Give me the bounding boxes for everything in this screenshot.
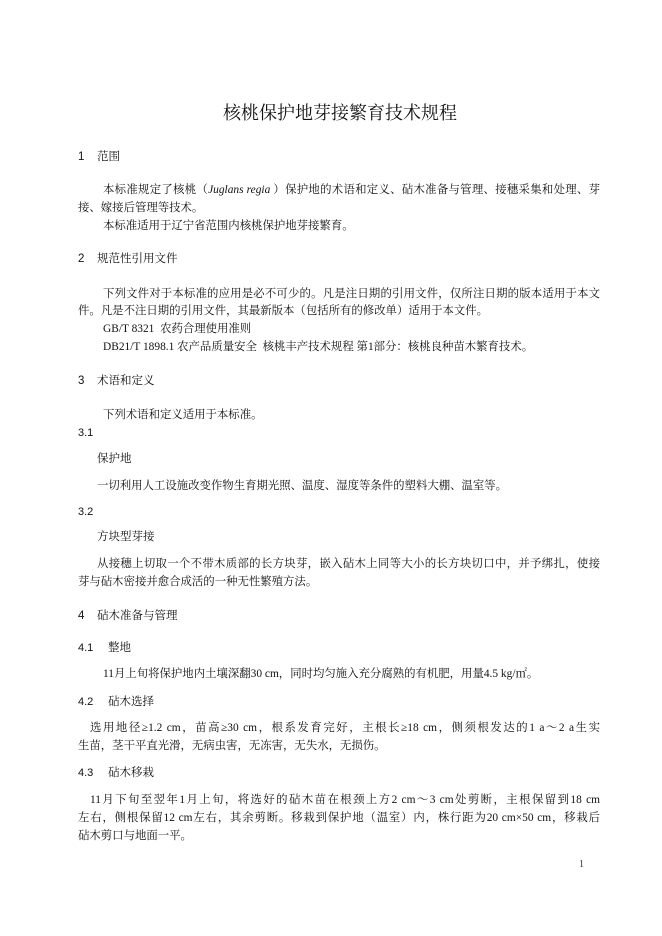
subsection-heading: 砧木选择: [108, 696, 154, 708]
subsection-text-line: 11月上旬将保护地内土壤深翻30 cm，同时均匀施入充分腐熟的有机肥，用量4.5 kg/㎡。: [103, 668, 539, 680]
section-number: 4: [78, 610, 85, 622]
section-number: 1: [78, 151, 85, 163]
page-number: 1: [579, 859, 584, 870]
subsection-number: 4.1: [78, 642, 94, 654]
subsection-text-line: 砧木剪口与地面一平。: [78, 830, 192, 842]
term-number: 3.2: [78, 506, 94, 518]
document-title: 核桃保护地芽接繁育技术规程: [223, 103, 457, 123]
reference-item: DB21/T 1898.1 农产品质量安全 核桃丰产技术规程 第1部分：核桃良种苗木繁育技术。: [103, 341, 534, 353]
section-heading: 砧木准备与管理: [97, 610, 178, 622]
references-text-line: 下列文件对于本标准的应用是必不可少的。凡是注日期的引用文件，仅所注日期的版本适用于本文: [103, 288, 600, 300]
term-name: 方块型芽接: [97, 531, 155, 543]
term-definition-line: 芽与砧木密接并愈合成活的一种无性繁殖方法。: [78, 576, 318, 588]
subsection-text-line: 生苗，茎干平直光滑，无病虫害，无冻害，无失水，无损伤。: [78, 740, 386, 752]
subsection-heading: 整地: [108, 642, 131, 654]
term-definition-line: 从接穗上切取一个不带木质部的长方块芽，嵌入砧木上同等大小的长方块切口中，并予绑扎，使接: [97, 558, 600, 570]
section-heading: 范围: [97, 151, 120, 163]
subsection-text-line: 11月下旬至翌年1月上旬，将选好的砧木苗在根颈上方2 cm～3 cm处剪断，主根保留到18 cm: [90, 794, 600, 806]
references-text-line: 件。凡是不注日期的引用文件，其最新版本（包括所有的修改单）适用于本文件。: [78, 305, 489, 317]
term-number: 3.1: [78, 427, 94, 439]
subsection-text-line: 选用地径≥1.2 cm，苗高≥30 cm，根系发育完好，主根长≥18 cm，侧须根发达的1 a～2 a生实: [90, 722, 600, 734]
section-number: 2: [78, 253, 85, 265]
subsection-number: 4.3: [78, 767, 94, 779]
scope-text-line: [103, 182, 600, 198]
term-name: 保护地: [97, 453, 132, 465]
subsection-heading: 砧木移栽: [108, 767, 154, 779]
subsection-text-line: 左右，侧根保留12 cm左右，其余剪断。移栽到保护地（温室）内，株行距为20 cm×50 cm，移栽后: [78, 812, 600, 824]
scope-text-part: 本标准规定了核桃（: [103, 184, 209, 196]
section-number: 3: [78, 375, 85, 387]
subsection-number: 4.2: [78, 696, 94, 708]
scope-text-line: 接、嫁接后管理等技术。: [78, 202, 204, 214]
latin-name: Juglans regia: [208, 184, 271, 196]
scope-text-part: ）保护地的术语和定义、砧木准备与管理、接穗采集和处理、芽: [270, 184, 600, 196]
section-heading: 术语和定义: [97, 375, 155, 387]
term-definition-line: 一切利用人工设施改变作物生育期光照、温度、湿度等条件的塑料大棚、温室等。: [97, 480, 508, 492]
terms-intro-text: 下列术语和定义适用于本标准。: [103, 409, 263, 421]
scope-text-line: 本标准适用于辽宁省范围内核桃保护地芽接繁育。: [103, 220, 354, 232]
section-heading: 规范性引用文件: [97, 253, 178, 265]
reference-item: GB/T 8321 农药合理使用准则: [103, 323, 252, 335]
